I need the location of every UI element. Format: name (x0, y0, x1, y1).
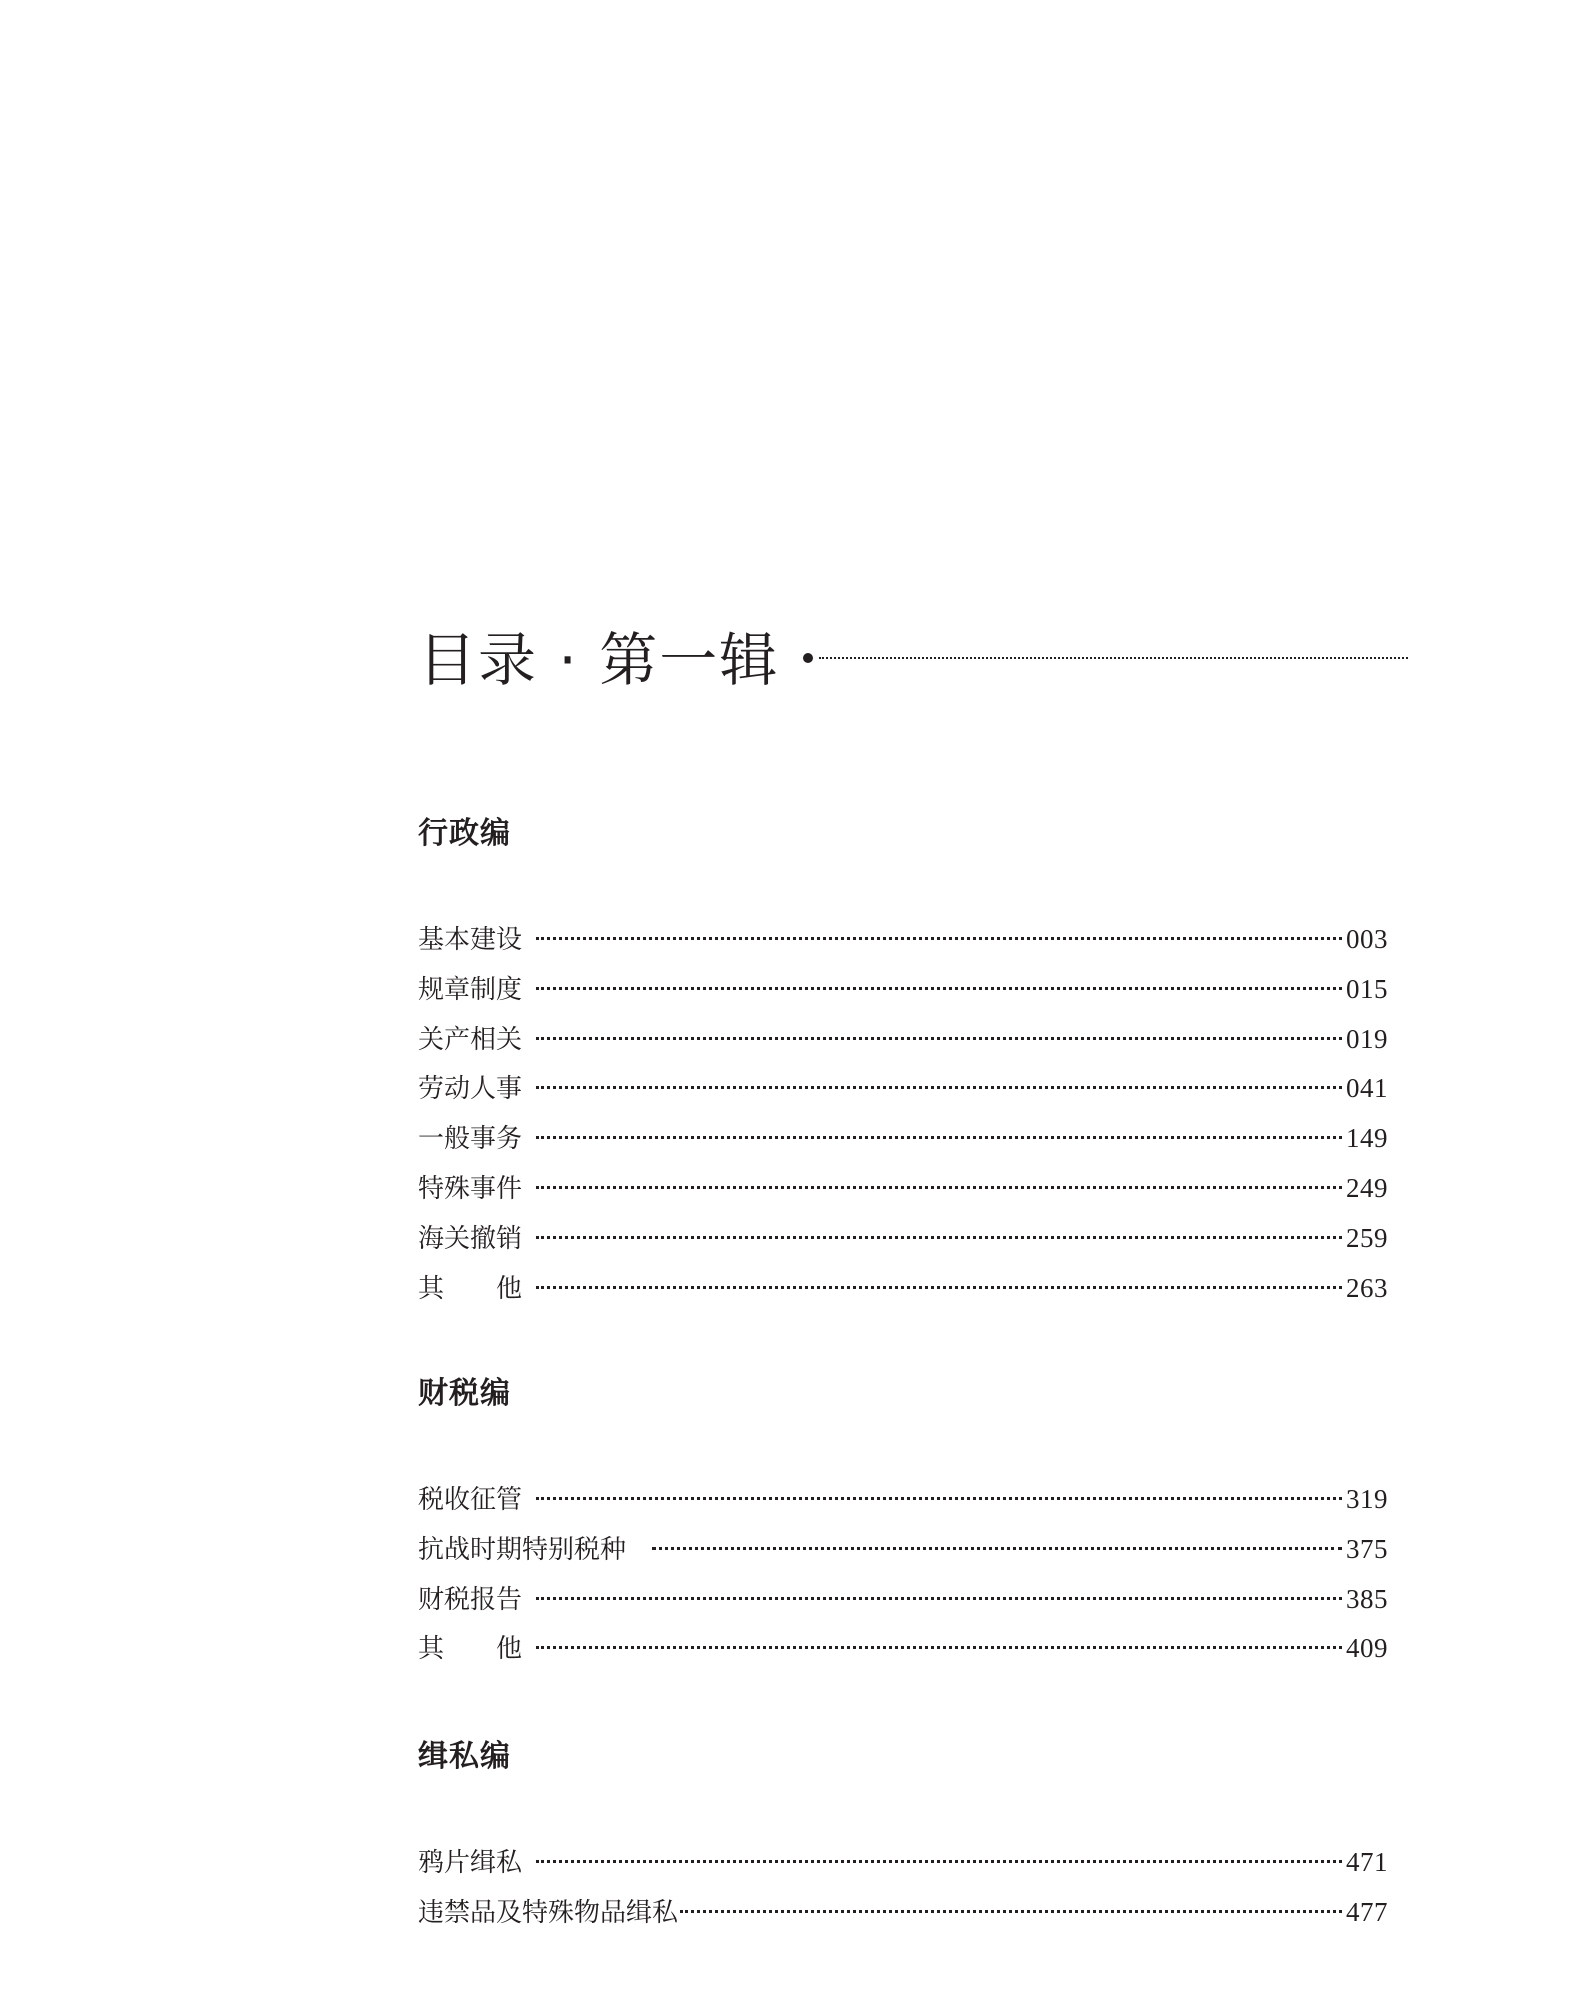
toc-entry[interactable] (418, 1525, 1388, 1575)
toc-entry-label: 税收征管 (418, 1485, 523, 1515)
toc-leader (536, 937, 1342, 940)
toc-list-admin (418, 915, 1388, 1313)
toc-list-anti-smuggling (418, 1838, 1388, 1938)
toc-entry-page: 319 (1346, 1484, 1388, 1514)
toc-entry-page: 477 (1346, 1896, 1388, 1927)
toc-entry-page: 259 (1346, 1222, 1388, 1253)
toc-leader (536, 987, 1342, 990)
toc-leader (536, 1037, 1342, 1040)
toc-entry-label: 其 他 (418, 1634, 523, 1665)
toc-entry-label: 一般事务 (418, 1124, 523, 1155)
toc-leader (536, 1086, 1342, 1089)
title-dotted-rule (819, 657, 1408, 659)
toc-leader (652, 1547, 1342, 1550)
toc-entry-label: 抗战时期特别税种 (418, 1534, 627, 1565)
toc-entry-page: 471 (1346, 1847, 1388, 1877)
toc-entry-label: 基本建设 (418, 925, 523, 955)
toc-leader (536, 1646, 1342, 1649)
toc-leader (536, 1136, 1342, 1139)
section-heading-finance-tax: 财税编 (418, 1376, 511, 1411)
toc-title-row (418, 612, 1408, 698)
toc-entry-page: 149 (1346, 1123, 1388, 1154)
toc-entry-label: 违禁品及特殊物品缉私 (418, 1897, 679, 1928)
toc-entry-label: 其 他 (418, 1273, 523, 1304)
toc-leader (536, 1236, 1342, 1239)
toc-entry-page: 015 (1346, 973, 1388, 1004)
toc-entry-page: 375 (1346, 1533, 1388, 1564)
toc-leader (536, 1186, 1342, 1189)
toc-leader (536, 1286, 1342, 1289)
toc-entry-page: 409 (1346, 1633, 1388, 1664)
toc-leader (680, 1910, 1342, 1913)
toc-entry[interactable] (418, 1575, 1388, 1625)
toc-entry[interactable] (418, 1838, 1388, 1888)
toc-entry[interactable] (418, 915, 1388, 965)
toc-leader (536, 1860, 1342, 1863)
toc-list-finance-tax (418, 1475, 1388, 1674)
toc-leader (536, 1497, 1342, 1500)
toc-entry[interactable] (418, 1164, 1388, 1214)
toc-entry-label: 劳动人事 (418, 1074, 523, 1105)
toc-entry[interactable] (418, 965, 1388, 1015)
toc-entry[interactable] (418, 1214, 1388, 1264)
toc-entry-label: 鸦片缉私 (418, 1848, 523, 1878)
toc-entry-page: 385 (1346, 1583, 1388, 1614)
toc-entry-label: 规章制度 (418, 974, 523, 1005)
toc-entry-page: 019 (1346, 1023, 1388, 1054)
toc-entry[interactable] (418, 1888, 1388, 1938)
toc-entry-page: 249 (1346, 1172, 1388, 1203)
section-heading-admin: 行政编 (418, 816, 511, 851)
toc-entry-page: 263 (1346, 1272, 1388, 1303)
title-bullet (803, 653, 813, 663)
toc-leader (536, 1597, 1342, 1600)
toc-entry-label: 海关撤销 (418, 1223, 523, 1254)
toc-entry[interactable] (418, 1064, 1388, 1114)
toc-entry-page: 003 (1346, 924, 1388, 954)
toc-entry[interactable] (418, 1114, 1388, 1164)
toc-entry-label: 特殊事件 (418, 1173, 523, 1204)
toc-entry-page: 041 (1346, 1073, 1388, 1104)
toc-entry-label: 财税报告 (418, 1584, 523, 1615)
page-title: 目录 · 第一辑 (418, 626, 780, 694)
toc-entry[interactable] (418, 1475, 1388, 1525)
toc-entry[interactable] (418, 1624, 1388, 1674)
toc-entry-label: 关产相关 (418, 1024, 523, 1055)
toc-entry[interactable] (418, 1015, 1388, 1065)
section-heading-anti-smuggling: 缉私编 (418, 1739, 511, 1774)
toc-entry[interactable] (418, 1264, 1388, 1314)
